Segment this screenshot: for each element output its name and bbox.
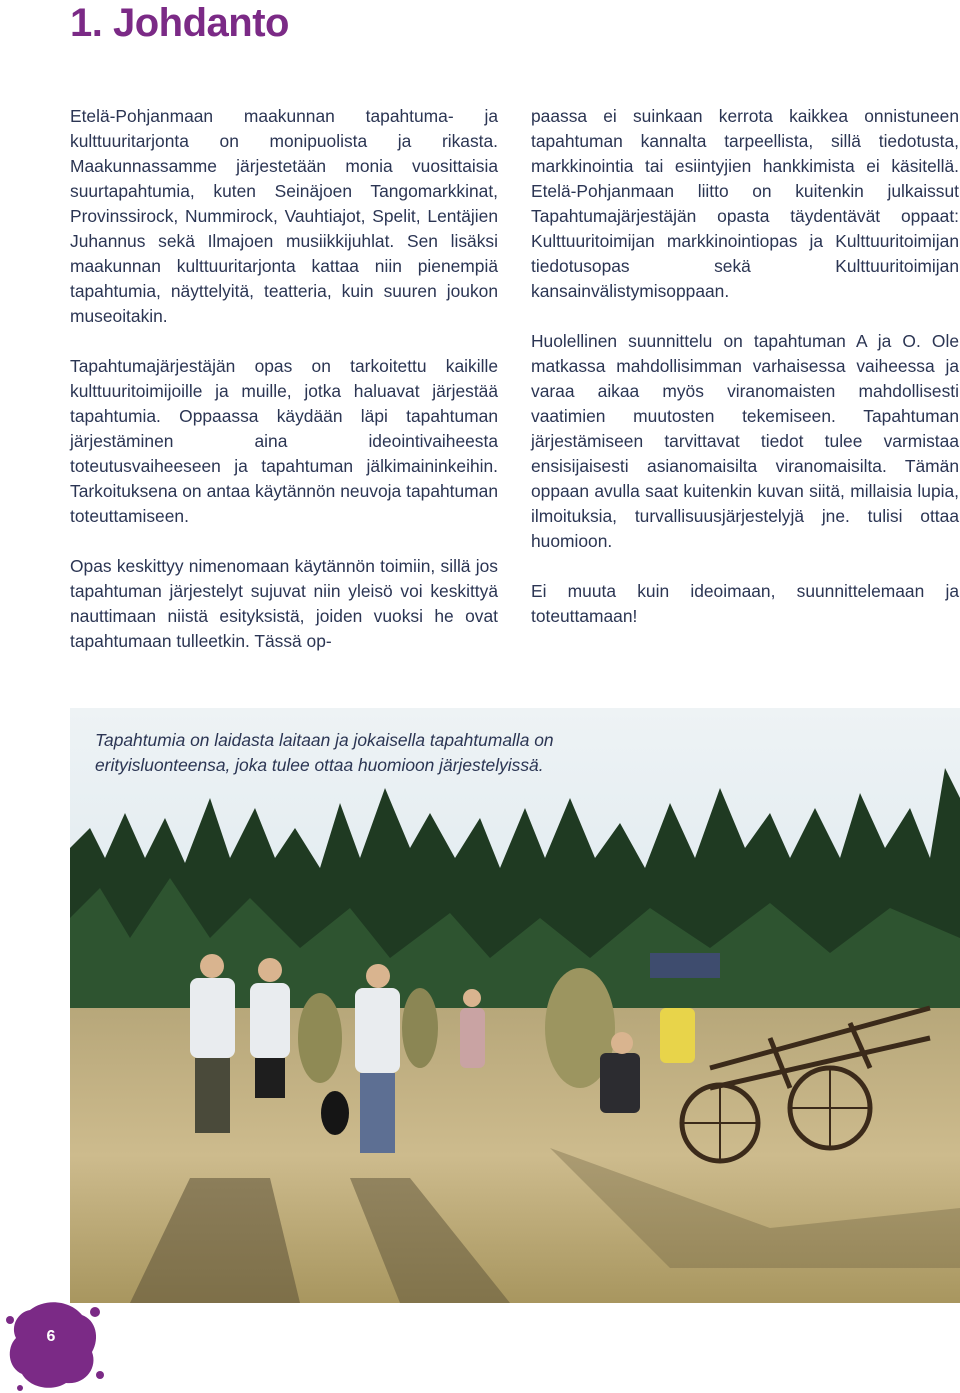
event-photo [70, 708, 960, 1303]
paragraph: Tapahtumajärjestäjän opas on tarkoitettu kaikille kulttuuritoimijoille ja muille, jotka haluavat järjestää tapahtumia. Oppaassa käydään läpi tapahtuman järjestäminen aina ideointivaiheesta toteutusvaiheeseen ja tapahtuman jälkimaininkeihin. Tarkoituksena on antaa käytännön neuvoja tapahtuman toteuttamiseen. [70, 356, 498, 526]
page-number: 6 [46, 1328, 56, 1345]
left-text-column [70, 104, 498, 654]
paragraph: paassa ei suinkaan kerrota kaikkea onnistuneen tapahtuman kannalta tarpeellista, sillä tiedotusta, markkinointia tai esiintyjien hankkimista ei käsitellä. Etelä-Pohjanmaan liitto on kuitenkin julkaissut Tapahtumajärjestäjän opasta täydentävät oppaat: Kulttuuritoimijan markkinointiopas ja Kulttuuritoimijan tiedotusopas sekä Kulttuuritoimijan kansainvälistymisoppaan. [531, 106, 959, 301]
paragraph: Huolellinen suunnittelu on tapahtuman A ja O. Ole matkassa mahdollisimman varhaisessa vaiheessa ja varaa aikaa myös viranomaisten mahdollisesti vaatimien muutosten tekemiseen. Tapahtuman järjestämiseen tarvittavat tiedot tulee varmistaa ensisijaisesti asianomaisilta viranomaisilta. Tämän oppaan avulla saat kuitenkin kuvan siitä, millaisia lupia, ilmoituksia, turvallisuusjärjestelyjä jne. tulisi ottaa huomioon. [531, 331, 959, 551]
page-number-badge [0, 1290, 110, 1393]
page-title: 1. Johdanto [70, 1, 289, 45]
right-text-column [531, 104, 959, 629]
photo-illustration [70, 708, 960, 1303]
paragraph: Ei muuta kuin ideoimaan, suunnittelemaan ja toteuttamaan! [531, 581, 959, 626]
paragraph: Opas keskittyy nimenomaan käytännön toimiin, sillä jos tapahtuman järjestelyt sujuvat niin yleisö voi keskittyä nauttimaan niistä esityksistä, joiden vuoksi he ovat tapahtumaan tulleetkin. Tässä op- [70, 556, 498, 651]
photo-caption: Tapahtumia on laidasta laitaan ja jokaisella tapahtumalla on erityisluonteensa, joka tulee ottaa huomioon järjestelyissä. [95, 730, 554, 775]
paragraph: Etelä-Pohjanmaan maakunnan tapahtuma- ja kulttuuritarjonta on monipuolista ja rikasta. Maakunnassamme järjestetään monia vuosittaisia suurtapahtumia, kuten Seinäjoen Tangomarkkinat, Provinssirock, Nummirock, Vauhtiajot, Spelit, Lentäjien Juhannus sekä Ilmajoen musiikkijuhlat. Sen lisäksi maakunnan kulttuuritarjonta kattaa niin pienempiä tapahtumia, näyttelyitä, teatteria, kuin suuren joukon museoitakin. [70, 106, 498, 326]
